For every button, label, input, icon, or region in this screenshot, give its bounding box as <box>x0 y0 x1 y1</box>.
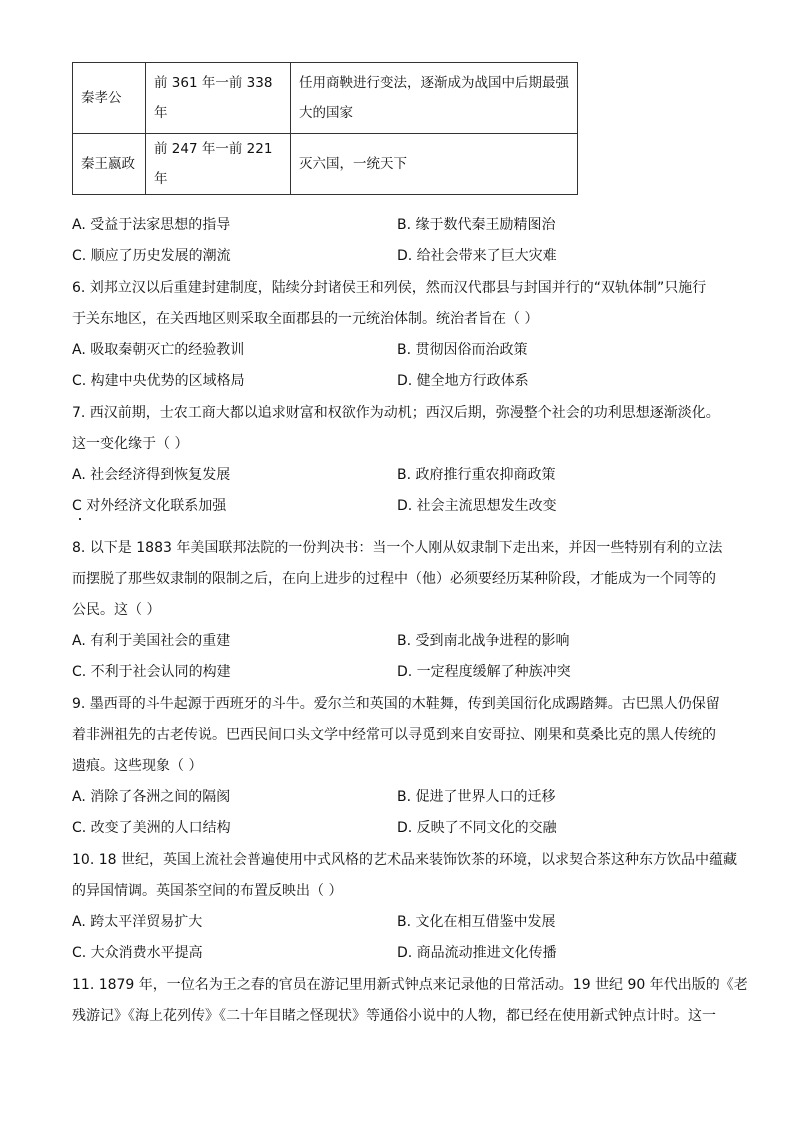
dynasty-table <box>72 62 578 195</box>
q7-option-c: C 对外经济文化联系加强 <box>72 498 227 514</box>
q10-option-c: C. 大众消费水平提高 <box>72 945 203 961</box>
q9-option-b: B. 促进了世界人口的迁移 <box>397 789 556 805</box>
q10-stem-line: 10. 18 世纪，英国上流社会普遍使用中式风格的艺术品来装饰饮茶的环境，以求契合茶这种东方饮品中蕴藏 <box>72 852 737 868</box>
q7-option-b: B. 政府推行重农抑商政策 <box>397 467 556 483</box>
table-cell-ruler: 秦王嬴政 <box>73 134 146 195</box>
q9-option-d: D. 反映了不同文化的交融 <box>397 820 557 836</box>
q6-stem-line: 6. 刘邦立汉以后重建封建制度，陆续分封诸侯王和列侯，然而汉代郡县与封国并行的“双轨体制”只施行 <box>72 280 707 296</box>
q8-option-a: A. 有利于美国社会的重建 <box>72 633 231 649</box>
q9-stem-line: 9. 墨西哥的斗牛起源于西班牙的斗牛。爱尔兰和英国的木鞋舞，传到美国衍化成踢踏舞。古巴黑人仍保留 <box>72 696 720 712</box>
table-cell-event: 灭六国，一统天下 <box>291 134 578 195</box>
q6-option-a: A. 吸取秦朝灭亡的经验教训 <box>72 342 245 358</box>
q6-option-c: C. 构建中央优势的区域格局 <box>72 373 245 389</box>
q8-option-c: C. 不利于社会认同的构建 <box>72 664 231 680</box>
q5-option-b: B. 缘于数代秦王励精图治 <box>397 217 556 233</box>
q5-option-d: D. 给社会带来了巨大灾难 <box>397 248 557 264</box>
q11-stem-line: 11. 1879 年，一位名为王之春的官员在游记里用新式钟点来记录他的日常活动。19 世纪 90 年代出版的《老 <box>72 977 748 993</box>
q9-stem-line: 遗痕。这些现象（ ） <box>72 758 203 774</box>
q5-option-c: C. 顺应了历史发展的潮流 <box>72 248 231 264</box>
q6-option-b: B. 贯彻因俗而治政策 <box>397 342 528 358</box>
q6-stem-line: 于关东地区，在关西地区则采取全面郡县的一元统治体制。统治者旨在（ ） <box>72 311 539 327</box>
q9-stem-line: 着非洲祖先的古老传说。巴西民间口头文学中经常可以寻觅到来自安哥拉、刚果和莫桑比克的黑人传统的 <box>72 727 716 743</box>
q10-stem-line: 的异国情调。英国茶空间的布置反映出（ ） <box>72 883 343 899</box>
q7-option-a: A. 社会经济得到恢复发展 <box>72 467 231 483</box>
q5-option-a: A. 受益于法家思想的指导 <box>72 217 231 233</box>
q10-option-d: D. 商品流动推进文化传播 <box>397 945 557 961</box>
stray-dot <box>79 518 81 520</box>
q8-stem-line: 而摆脱了那些奴隶制的限制之后，在向上进步的过程中（他）必须要经历某种阶段，才能成为一个同等的 <box>72 571 716 587</box>
table-cell-period: 前 247 年一前 221 年 <box>146 134 291 195</box>
q6-option-d: D. 健全地方行政体系 <box>397 373 529 389</box>
q10-option-b: B. 文化在相互借鉴中发展 <box>397 914 556 930</box>
q8-stem-line: 公民。这（ ） <box>72 602 161 618</box>
q8-option-b: B. 受到南北战争进程的影响 <box>397 633 570 649</box>
q7-stem-line: 这一变化缘于（ ） <box>72 436 189 452</box>
q7-stem-line: 7. 西汉前期，士农工商大都以追求财富和权欲作为动机；西汉后期，弥漫整个社会的功利思想逐渐淡化。 <box>72 405 720 421</box>
q9-option-c: C. 改变了美洲的人口结构 <box>72 820 231 836</box>
q8-option-d: D. 一定程度缓解了种族冲突 <box>397 664 571 680</box>
table-cell-event <box>291 63 578 134</box>
table-cell-event-line: 大的国家 <box>299 105 353 121</box>
table-row <box>73 63 578 134</box>
q10-option-a: A. 跨太平洋贸易扩大 <box>72 914 203 930</box>
table-cell-period: 前 361 年一前 338 年 <box>146 63 291 134</box>
q7-option-d: D. 社会主流思想发生改变 <box>397 498 557 514</box>
q9-option-a: A. 消除了各洲之间的隔阂 <box>72 789 231 805</box>
table-cell-ruler: 秦孝公 <box>73 63 146 134</box>
q11-stem-line: 残游记》《海上花列传》《二十年目睹之怪现状》等通俗小说中的人物，都已经在使用新式钟点计时。这一 <box>72 1008 716 1024</box>
q8-stem-line: 8. 以下是 1883 年美国联邦法院的一份判决书：当一个人刚从奴隶制下走出来，并因一些特别有利的立法 <box>72 540 723 556</box>
table-row <box>73 134 578 195</box>
table-cell-event-line: 任用商鞅进行变法，逐渐成为战国中后期最强 <box>299 75 569 91</box>
